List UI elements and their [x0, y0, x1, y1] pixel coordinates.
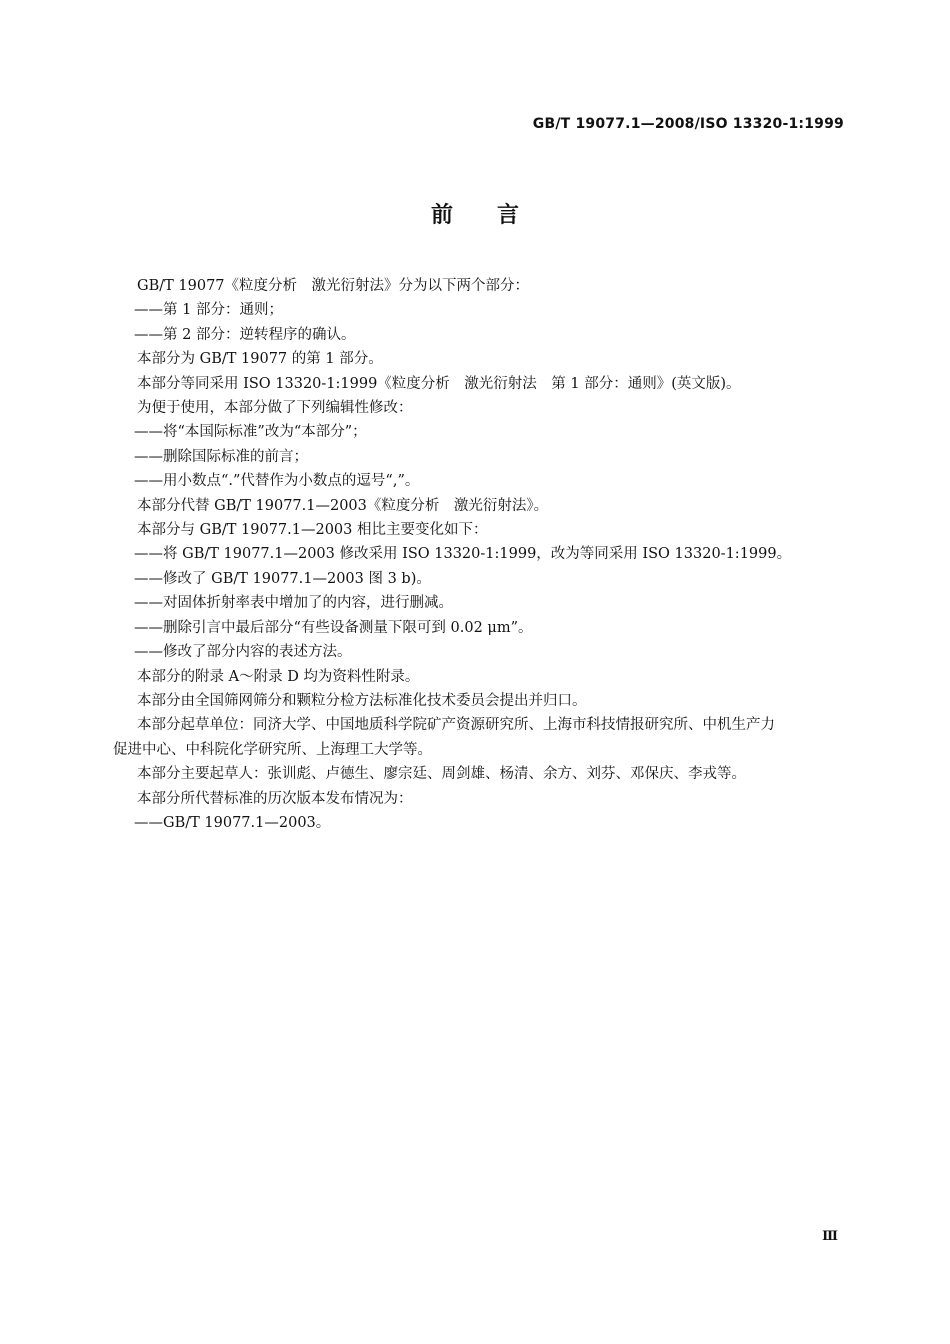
list-item-editorial-2: ——删除国际标准的前言；: [134, 448, 308, 465]
list-item-change-5: ——修改了部分内容的表述方法。: [134, 644, 352, 661]
list-item-change-3: ——对固体折射率表中增加了的内容，进行删减。: [134, 595, 453, 612]
list-item-part-1: ——第 1 部分：通则；: [134, 302, 283, 319]
page-number: Ⅲ: [822, 1229, 838, 1244]
list-item-change-4: ——删除引言中最后部分“有些设备测量下限可到 0.02 μm”。: [134, 619, 533, 636]
paragraph-replaces: 本部分代替 GB/T 19077.1—2003《粒度分析 激光衍射法》。: [137, 497, 549, 514]
list-item-part-2: ——第 2 部分：逆转程序的确认。: [134, 326, 356, 343]
paragraph-annexes: 本部分的附录 A～附录 D 均为资料性附录。: [137, 668, 420, 685]
page-title: 前言: [430, 203, 563, 228]
paragraph-proposed-by: 本部分由全国筛网筛分和颗粒分检方法标准化技术委员会提出并归口。: [137, 692, 587, 709]
foreword-body: [113, 274, 849, 835]
list-item-editorial-1: ——将“本国际标准”改为“本部分”；: [134, 424, 367, 441]
paragraph-drafting-units: 本部分起草单位：同济大学、中国地质科学院矿产资源研究所、上海市科技情报研究所、中机生产力: [137, 717, 775, 734]
list-item-change-1: ——将 GB/T 19077.1—2003 修改采用 ISO 13320-1:1999，改为等同采用 ISO 13320-1:1999。: [134, 546, 792, 563]
paragraph-drafting-units-continued: 促进中心、中科院化学研究所、上海理工大学等。: [113, 741, 432, 758]
list-item-history-1: ——GB/T 19077.1—2003。: [134, 814, 331, 831]
list-item-change-2: ——修改了 GB/T 19077.1—2003 图 3 b)。: [134, 570, 431, 587]
paragraph-part-scope: 本部分为 GB/T 19077 的第 1 部分。: [137, 351, 383, 368]
standard-code-header: GB/T 19077.1—2008/ISO 13320-1:1999: [532, 116, 844, 132]
paragraph-history-intro: 本部分所代替标准的历次版本发布情况为：: [137, 790, 413, 807]
paragraph-drafters: 本部分主要起草人：张训彪、卢德生、廖宗廷、周剑雄、杨清、余方、刘芬、邓保庆、李戎等。: [137, 766, 746, 783]
paragraph-intro-parts: GB/T 19077《粒度分析 激光衍射法》分为以下两个部分：: [137, 278, 530, 294]
paragraph-editorial-intro: 为便于使用，本部分做了下列编辑性修改：: [137, 400, 413, 417]
paragraph-changes-intro: 本部分与 GB/T 19077.1—2003 相比主要变化如下：: [137, 522, 488, 539]
list-item-editorial-3: ——用小数点“.”代替作为小数点的逗号“,”。: [134, 473, 420, 490]
paragraph-equivalence: 本部分等同采用 ISO 13320-1:1999《粒度分析 激光衍射法 第 1 部分：通则》(英文版)。: [137, 375, 741, 392]
